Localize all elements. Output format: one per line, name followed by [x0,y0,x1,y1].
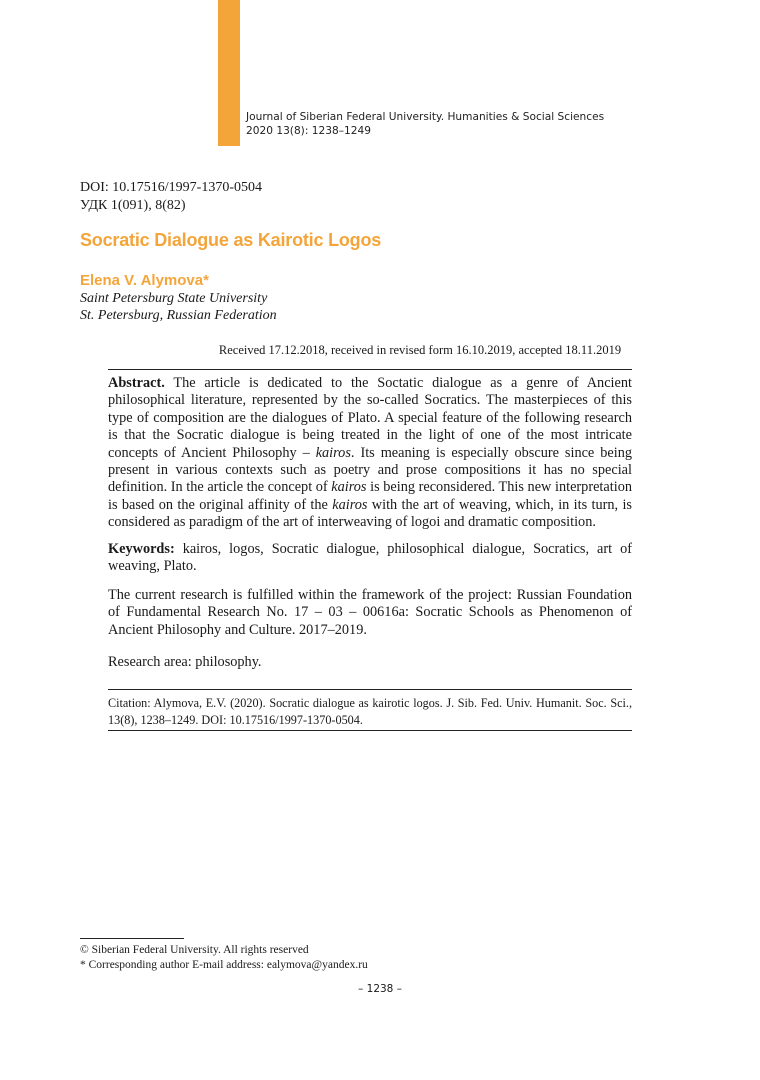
abstract-label: Abstract. [108,375,165,391]
keywords: Keywords: kairos, logos, Socratic dialogue, philosophical dialogue, Socratics, art of weaving, Plato. [108,541,632,575]
udc: УДК 1(091), 8(82) [80,198,186,213]
page-number: – 1238 – [358,983,402,995]
divider-citation-top [108,689,632,690]
affiliation-university: Saint Petersburg State University [80,291,268,306]
journal-accent-bar [218,0,240,146]
footnotes [80,943,368,973]
footnote-rule [80,938,184,939]
divider-citation-bottom [108,730,632,731]
article-title: Socratic Dialogue as Kairotic Logos [80,230,382,250]
research-area: Research area: philosophy. [108,654,262,670]
divider-top [108,369,632,370]
citation: Citation: Alymova, E.V. (2020). Socratic dialogue as kairotic logos. J. Sib. Fed. Univ. Humanit. Soc. Sci., 13(8), 1238–1249. DOI: 10.17516/1997-1370-0504. [108,696,632,727]
journal-issue: 2020 13(8): 1238–1249 [246,125,371,137]
abstract: Abstract. The article is dedicated to the Soctatic dialogue as a genre of Ancient philosophical literature, represented by the so-called Socratics. The masterpieces of this type of composition are the dialogues of Plato. A special feature of the following research is that the Socratic dialogue is being treated in the light of one of the most intricate concepts of Ancient Philosophy – kairos. Its meaning is especially obscure since being present in various contexts such as poetry and prose compositions it has no special definition. In the article the concept of kairos is being reconsidered. This new interpretation is based on the original affinity of the kairos with the art of weaving, which, in its turn, is considered as paradigm of the art of interweaving of logoi and dramatic composition. [108,375,633,531]
doi[interactable]: DOI: 10.17516/1997-1370-0504 [80,180,262,195]
affiliation-location: St. Petersburg, Russian Federation [80,308,277,323]
corresponding-author-note: * Corresponding author E-mail address: ealymova@yandex.ru [80,959,368,971]
journal-header [246,110,604,138]
keywords-label: Keywords: [108,541,175,557]
affiliation [80,290,277,324]
copyright-note: © Siberian Federal University. All rights reserved [80,944,309,956]
funding-note: The current research is fulfilled within the framework of the project: Russian Foundation of Fundamental Research No. 17 – 03 – 00616a: Socratic Schools as Phenomenon of Ancient Philosophy and Culture. 2017–2019. [108,587,632,638]
received-dates: Received 17.12.2018, received in revised form 16.10.2019, accepted 18.11.2019 [218,343,622,357]
journal-name: Journal of Siberian Federal University. Humanities & Social Sciences [246,111,605,123]
identifiers [80,179,262,215]
author-name: Elena V. Alymova* [80,272,209,289]
